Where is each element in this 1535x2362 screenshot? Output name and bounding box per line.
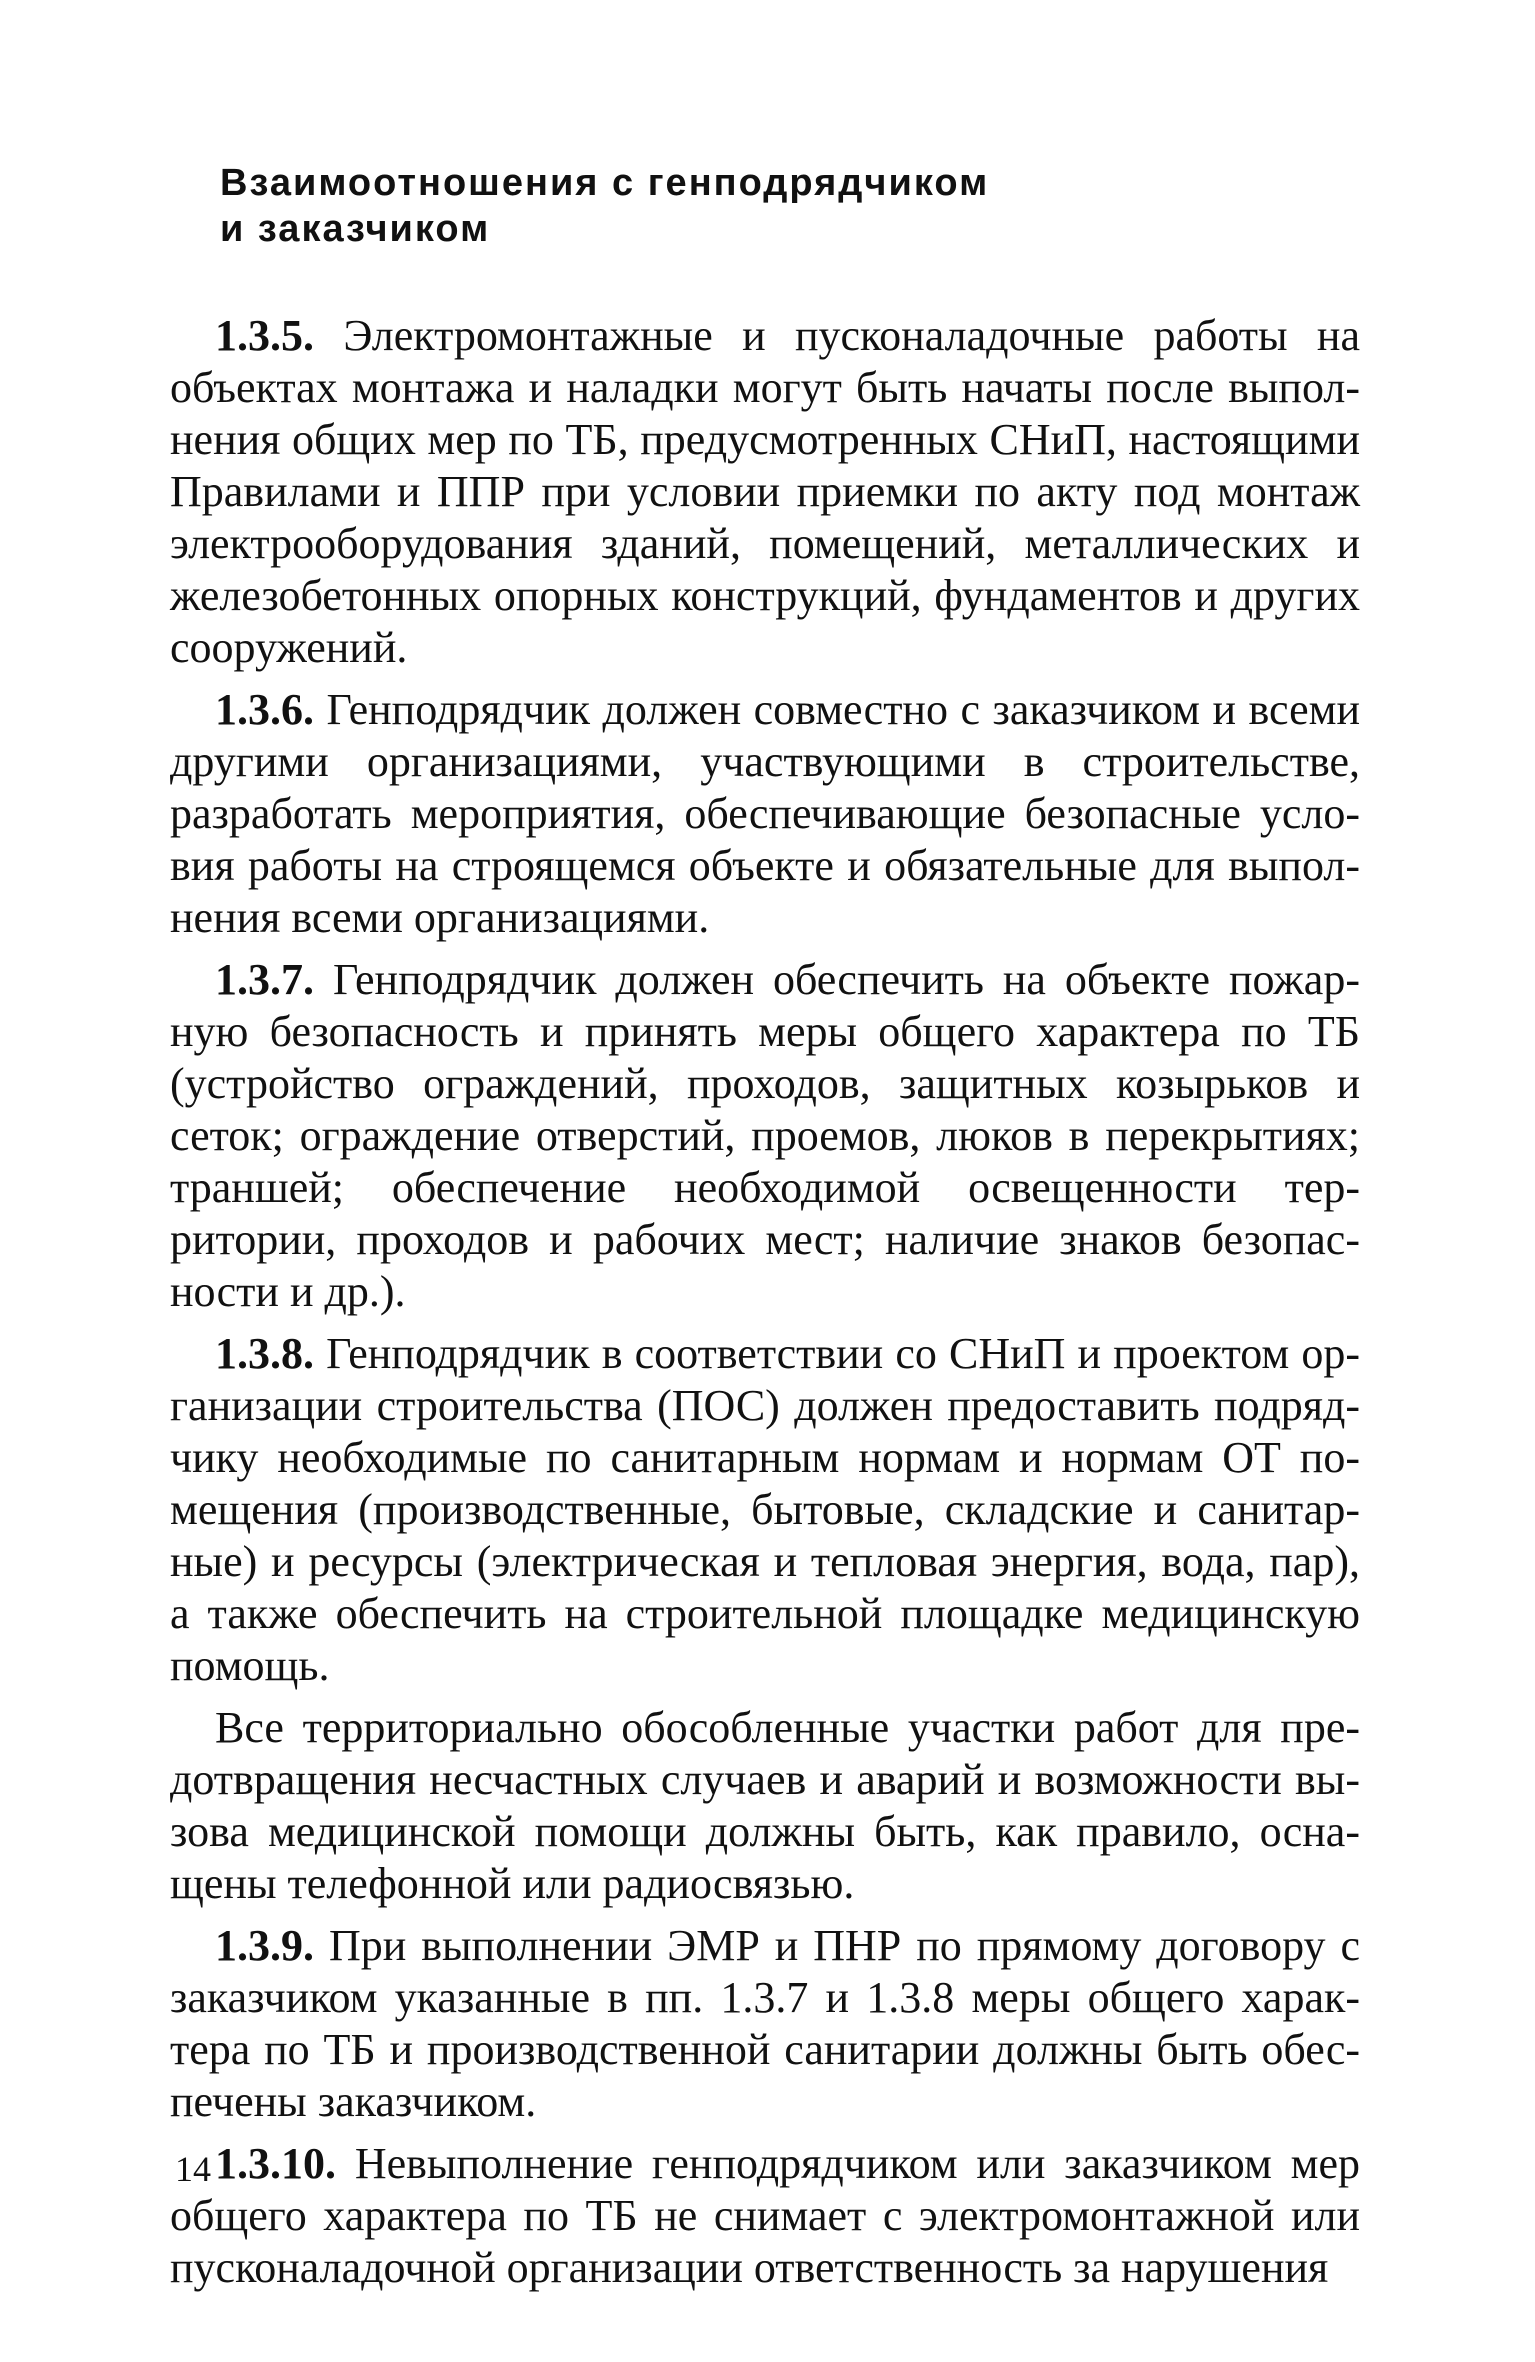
paragraph-1-3-10 bbox=[170, 2138, 1360, 2294]
section-heading bbox=[220, 160, 1360, 252]
clause-number: 1.3.6. bbox=[215, 685, 314, 734]
clause-text: Все территориально обособленные участки работ для предотвращения несчастных случаев и аварий и возможности вызова медицинской помощи должны быть, как правило, оснащены телефонной или радиосвязью. bbox=[170, 1703, 1360, 1908]
clause-number: 1.3.7. bbox=[215, 955, 314, 1004]
section-heading-line-2: и заказчиком bbox=[220, 208, 491, 250]
clause-text: Невыполнение генподрядчиком или заказчиком мер общего характера по ТБ не снимает с электромонтажной или пусконаладочной организации ответственность за нарушения bbox=[170, 2139, 1360, 2292]
paragraph-1-3-7 bbox=[170, 954, 1360, 1318]
clause-text: Генподрядчик в соответствии со СНиП и проектом организации строительства (ПОС) должен предоставить подрядчику необходимые по санитарным нормам и нормам ОТ помещения (производственные, бытовые, складские и санитарные) и ресурсы (электрическая и тепловая энергия, вода, пар), а также обеспечить на строительной площадке медицинскую помощь. bbox=[170, 1329, 1360, 1690]
clause-text: Генподрядчик должен совместно с заказчиком и всеми другими организациями, участвующими в строительстве, разработать мероприятия, обеспечивающие безопасные условия работы на строящемся объекте и обязательные для выполнения всеми организациями. bbox=[170, 685, 1360, 942]
paragraph-1-3-8 bbox=[170, 1328, 1360, 1692]
clause-number: 1.3.10. bbox=[215, 2139, 336, 2188]
paragraph-1-3-8-continued bbox=[170, 1702, 1360, 1910]
section-heading-line-1: Взаимоотношения с генподрядчиком bbox=[220, 162, 990, 204]
paragraph-1-3-9 bbox=[170, 1920, 1360, 2128]
clause-number: 1.3.5. bbox=[215, 311, 314, 360]
clause-text: Генподрядчик должен обеспечить на объекте пожарную безопасность и принять меры общего характера по ТБ (устройство ограждений, проходов, защитных козырьков и сеток; ограждение отверстий, проемов, люков в перекрытиях; траншей; обеспечение необходимой освещенности территории, проходов и рабочих мест; наличие знаков безопасности и др.). bbox=[170, 955, 1360, 1316]
paragraph-1-3-5 bbox=[170, 310, 1360, 674]
clause-number: 1.3.9. bbox=[215, 1921, 314, 1970]
document-page bbox=[170, 160, 1360, 2304]
page-number: 14 bbox=[175, 2149, 211, 2189]
clause-number: 1.3.8. bbox=[215, 1329, 314, 1378]
clause-text: Электромонтажные и пусконаладочные работы на объектах монтажа и наладки могут быть начаты после выполнения общих мер по ТБ, предусмотренных СНиП, настоящими Правилами и ППР при условии приемки по акту под монтаж электрооборудования зданий, помещений, металлических и железобетонных опорных конструкций, фундаментов и других сооружений. bbox=[170, 311, 1360, 672]
clause-text: При выполнении ЭМР и ПНР по прямому договору с заказчиком указанные в пп. 1.3.7 и 1.3.8 меры общего характера по ТБ и производственной санитарии должны быть обеспечены заказчиком. bbox=[170, 1921, 1360, 2126]
paragraph-1-3-6 bbox=[170, 684, 1360, 944]
